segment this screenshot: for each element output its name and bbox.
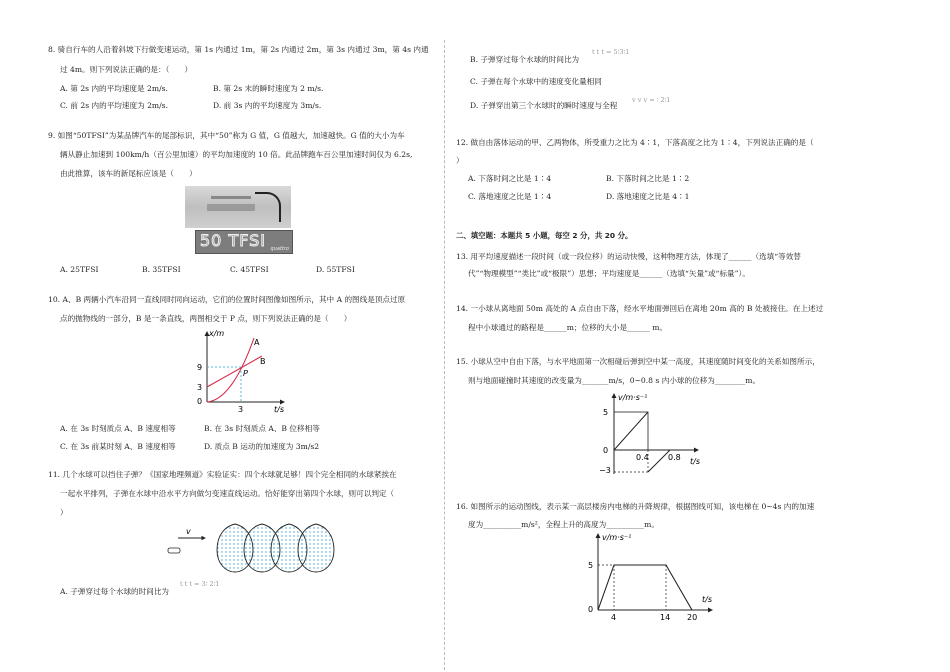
q9-option-b: B. 35TFSI (142, 265, 181, 274)
q8-option-c: C. 前 2s 内的平均速度为 2m/s. (60, 101, 168, 110)
q16-tick-y5: 5 (588, 561, 594, 570)
q11-option-b-ratio: t t t = 5∶3∶1 (592, 48, 630, 56)
q10-tick-origin: 0 (197, 397, 203, 406)
q15-stem-line1: 15. 小球从空中自由下落，与水平地面第一次相碰后弹到空中某一高度，其速度随时间变化的关系如图所示， (456, 357, 820, 366)
q16-y-axis-label: v/m·s⁻¹ (602, 533, 632, 542)
q12-option-c: C. 落地速度之比是 1∶4 (468, 192, 552, 201)
q11-option-d-ratio: v v v = ∶ 2∶1 (632, 96, 671, 104)
q13-stem-line1: 13. 用平均速度描述一段时间（或一段位移）的运动快慢，这种物理方法，体现了______（选填“等效替 (456, 252, 801, 261)
q8-option-a: A. 第 2s 内的平均速度是 2m/s. (60, 84, 168, 93)
q8-option-b: B. 第 2s 末的瞬时速度为 2 m/s. (213, 84, 324, 93)
q11-stem-line2: 一起水平排列，子弹在水球中沿水平方向做匀变速直线运动。恰好能穿出第四个水球，则可以判定（ (60, 489, 395, 498)
q9-badge-text: 50 TFSI (200, 231, 267, 250)
q10-label-p: P (243, 369, 248, 378)
q10-x-axis-label: t/s (274, 405, 284, 414)
q15-tick-yneg3: −3 (599, 466, 611, 475)
column-divider (444, 40, 445, 670)
q15-x-axis-label: t/s (690, 457, 700, 466)
q9-option-d: D. 55TFSI (316, 265, 355, 274)
q11-bullet (168, 548, 180, 553)
q15-segment-bounce (648, 450, 670, 472)
q8-option-d: D. 前 3s 内的平均速度为 3m/s. (213, 101, 322, 110)
q15-segment-fall (614, 412, 648, 450)
q15-tick-y0: 0 (603, 446, 609, 455)
q11-water-ball-4 (298, 524, 334, 572)
q16-tick-x14: 14 (660, 613, 671, 622)
q10-label-b: B (260, 357, 266, 366)
q9-badge-subtext: quattro (270, 245, 289, 252)
q15-velocity-time-graph (598, 390, 716, 476)
q12-option-d: D. 落地速度之比是 4∶1 (606, 192, 690, 201)
q11-option-b: B. 子弹穿过每个水球的时间比为 (470, 55, 580, 64)
q15-tick-x08: 0.8 (668, 453, 681, 462)
q10-line-b (207, 356, 262, 387)
q15-stem-line2: 则与地面碰撞时其速度的改变量为_______m/s，0~0.8 s 内小球的位移为________m。 (468, 376, 761, 385)
q10-tick-x3: 3 (238, 405, 244, 414)
q15-tick-x04: 0.4 (636, 453, 649, 462)
q16-tick-x4: 4 (611, 613, 617, 622)
q9-option-c: C. 45TFSI (230, 265, 269, 274)
q14-stem-line1: 14. 一小球从离地面 50m 高处的 A 点自由下落，经水平地面弹回后在离地 20m 高的 B 处被接住。在上述过 (456, 304, 824, 313)
q9-car-badge-photo (185, 186, 291, 228)
q11-option-a-ratio: t t t = 3∶ 2∶1 (180, 580, 220, 588)
q11-option-c: C. 子弹在每个水球中的速度变化量相同 (470, 77, 602, 86)
q10-stem-line2: 点的抛物线的一部分，B 是一条直线，两图相交于 P 点，则下列说法正确的是（ ） (60, 314, 352, 323)
q16-elevator-vt-graph (584, 530, 720, 622)
q11-stem-line3: ） (60, 508, 68, 517)
q9-badge-closeup (195, 230, 293, 254)
q11-option-d: D. 子弹穿出第三个水球时的瞬时速度与全程 (470, 101, 618, 110)
q9-stem-line1: 9. 如图“50TFSI”为某品牌汽车的尾部标识，其中“50”称为 G 值，G 值越大，加速越快。G 值的大小为车 (48, 131, 405, 140)
q10-option-c: C. 在 3s 前某时刻 A、B 速度相等 (60, 442, 176, 451)
q15-tick-y5: 5 (603, 408, 609, 417)
q11-water-balls-diagram (160, 522, 340, 574)
q9-option-a: A. 25TFSI (60, 265, 99, 274)
q15-y-axis-label: v/m·s⁻¹ (618, 393, 648, 402)
q12-option-b: B. 下落时间之比是 1∶2 (606, 174, 690, 183)
q10-stem-line1: 10. A、B 两辆小汽车沿同一直线同时同向运动，它们的位置时间图像如图所示，其中 A 的图线是顶点过原 (48, 295, 406, 304)
q16-stem-line1: 16. 如图所示的运动图线，表示某一高层楼房内电梯的升降规律，根据图线可知，该电梯在 0~4s 内的加速 (456, 502, 815, 511)
q9-stem-line3: 由此推算，该车的新尾标应该是（ ） (60, 169, 197, 178)
q16-tick-x20: 20 (687, 613, 698, 622)
q11-velocity-label: v (186, 527, 191, 536)
q12-stem-line1: 12. 做自由落体运动的甲、乙两物体，所受重力之比为 4∶1，下落高度之比为 1∶4，下列说法正确的是（ (456, 138, 814, 147)
q10-tick-y3: 3 (197, 383, 203, 392)
q8-stem-line2: 过 4m。则下列说法正确的是：（ ） (60, 65, 193, 74)
q9-stem-line2: 辆从静止加速到 100km/h（百公里加速）的平均加速度的 10 倍。此品牌跑车百公里加速时间仅为 6.2s, (60, 150, 413, 159)
q16-x-axis-label: t/s (702, 595, 712, 604)
q10-option-d: D. 质点 B 运动的加速度为 3m/s2 (204, 442, 320, 451)
q12-option-a: A. 下落时间之比是 1∶4 (468, 174, 552, 183)
q14-stem-line2: 程中小球通过的路程是______m；位移的大小是______ m。 (468, 323, 668, 332)
q8-stem-line1: 8. 骑自行车的人沿着斜坡下行做变速运动，第 1s 内通过 1m，第 2s 内通过 2m，第 3s 内通过 3m，第 4s 内通 (48, 45, 429, 54)
section-2-heading: 二、填空题：本题共 5 小题，每空 2 分，共 20 分。 (456, 231, 633, 240)
q12-stem-line2: ） (456, 156, 464, 165)
q13-stem-line2: 代”“物理模型”“类比”或“极限”）思想；平均速度是______（选填“矢量”或“标量”）。 (468, 269, 750, 278)
q10-tick-y9: 9 (197, 363, 203, 372)
q10-label-a: A (254, 338, 260, 347)
q16-velocity-line (598, 565, 692, 610)
q10-option-b: B. 在 3s 时刻质点 A、B 位移相等 (204, 424, 320, 433)
q10-y-axis-label: x/m (209, 329, 225, 338)
q16-stem-line2: 度为__________m/s²，全程上升的高度为__________m。 (468, 520, 659, 529)
q16-tick-origin: 0 (588, 605, 594, 614)
q10-position-time-graph (192, 328, 290, 414)
q10-option-a: A. 在 3s 时刻质点 A、B 速度相等 (60, 424, 176, 433)
q11-option-a: A. 子弹穿过每个水球的时间比为 (60, 587, 170, 596)
q11-stem-line1: 11. 几个水球可以挡住子弹？《国家地理频道》实验证实：四个水球就足够！四个完全相同的水球紧挨在 (48, 470, 397, 479)
